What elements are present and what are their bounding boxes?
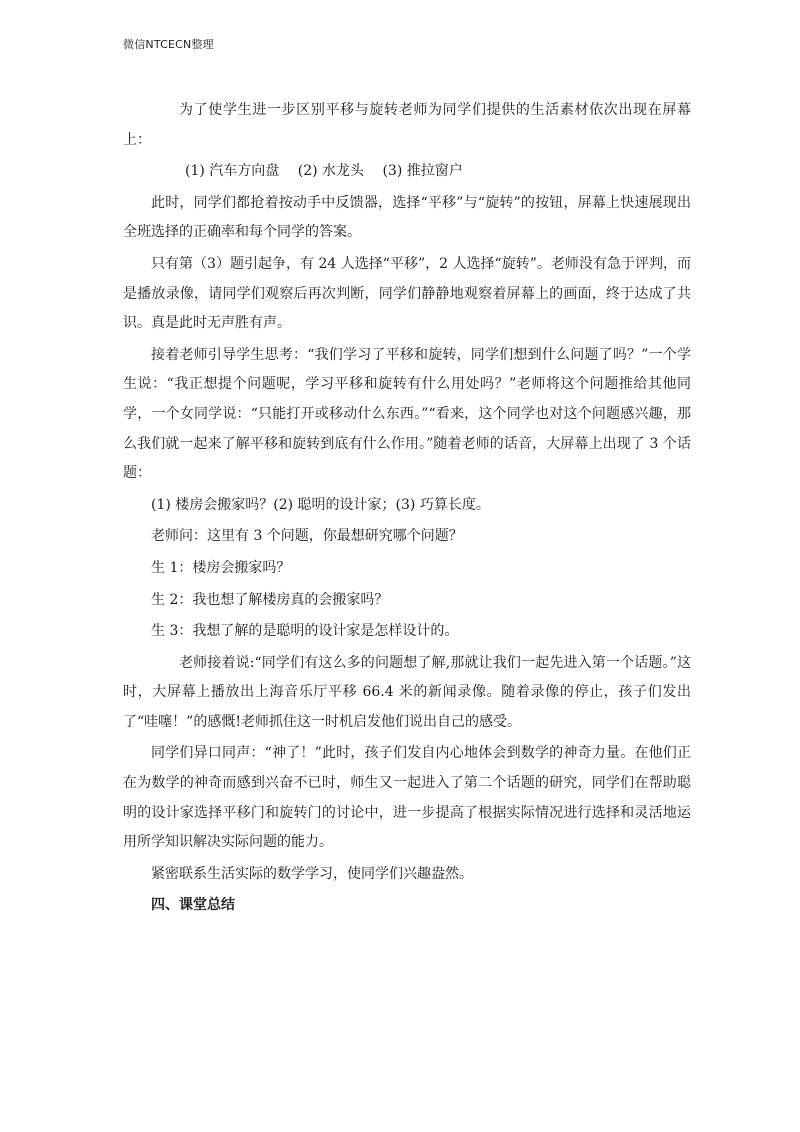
option-steering-wheel: (1) 汽车方向盘 [185,163,280,180]
paragraph-feedback: 此时，同学们都抢着按动手中反馈器，选择“平移”与“旋转”的按钮，屏幕上快速展现出全班选择的正确率和每个同学的答案。 [123,194,691,241]
document-body [123,96,691,923]
options-list [123,157,691,187]
paragraph-guidance: 接着老师引导学生思考：“我们学习了平移和旋转，同学们想到什么问题了吗？”一个学生说：“我正想提个问题呢，学习平移和旋转有什么用处吗？”老师将这个问题推给其他同学，一个女同学说：“只能打开或移动什么东西。”“看来，这个同学也对这个问题感兴趣，那么我们就一起来了解平移和旋转到底有什么作用。”随着老师的话音，大屏幕上出现了 3 个话题： [123,346,691,482]
paragraph-student-1: 生 1：楼房会搬家吗？ [151,559,291,576]
paragraph-video: 老师接着说:“同学们有这么多的问题想了解,那就让我们一起先进入第一个话题。”这时，大屏幕上播放出上海音乐厅平移 66.4 米的新闻录像。随着录像的停止，孩子们发出了“哇噻！”的感慨!老师抓住这一时机启发他们说出自己的感受。 [123,654,691,730]
paragraph-dispute: 只有第（3）题引起争，有 24 人选择“平移”，2 人选择“旋转”。老师没有急于评判，而是播放录像，请同学们观察后再次判断，同学们静静地观察着屏幕上的画面，终于达成了共识。真是此时无声胜有声。 [123,255,691,332]
paragraph-unison: 同学们异口同声：“神了！”此时，孩子们发自内心地体会到数学的神奇力量。在他们正在为数学的神奇而感到兴奋不已时，师生又一起进入了第二个话题的研究，同学们在帮助聪明的设计家选择平移门和旋转门的讨论中，进一步提高了根据实际情况进行选择和灵活地运用所学知识解决实际问题的能力。 [123,745,691,851]
option-faucet: (2) 水龙头 [297,163,365,180]
page-header-watermark: 微信NTCECN整理 [123,38,214,51]
paragraph-student-3: 生 3：我想了解的是聪明的设计家是怎样设计的。 [151,623,459,640]
paragraph-intro: 为了使学生进一步区别平移与旋转老师为同学们提供的生活素材依次出现在屏幕上： [123,102,691,148]
option-sliding-window: (3) 推拉窗户 [382,163,463,180]
paragraph-teacher-question: 老师问：这里有 3 个问题，你最想研究哪个问题？ [151,528,463,545]
section-heading: 四、课堂总结 [151,897,235,914]
paragraph-topics: (1) 楼房会搬家吗？(2) 聪明的设计家；(3) 巧算长度。 [151,496,490,513]
paragraph-student-2: 生 2：我也想了解楼房真的会搬家吗？ [151,591,389,608]
paragraph-summary-line: 紧密联系生活实际的数学学习，使同学们兴趣盎然。 [151,865,473,882]
